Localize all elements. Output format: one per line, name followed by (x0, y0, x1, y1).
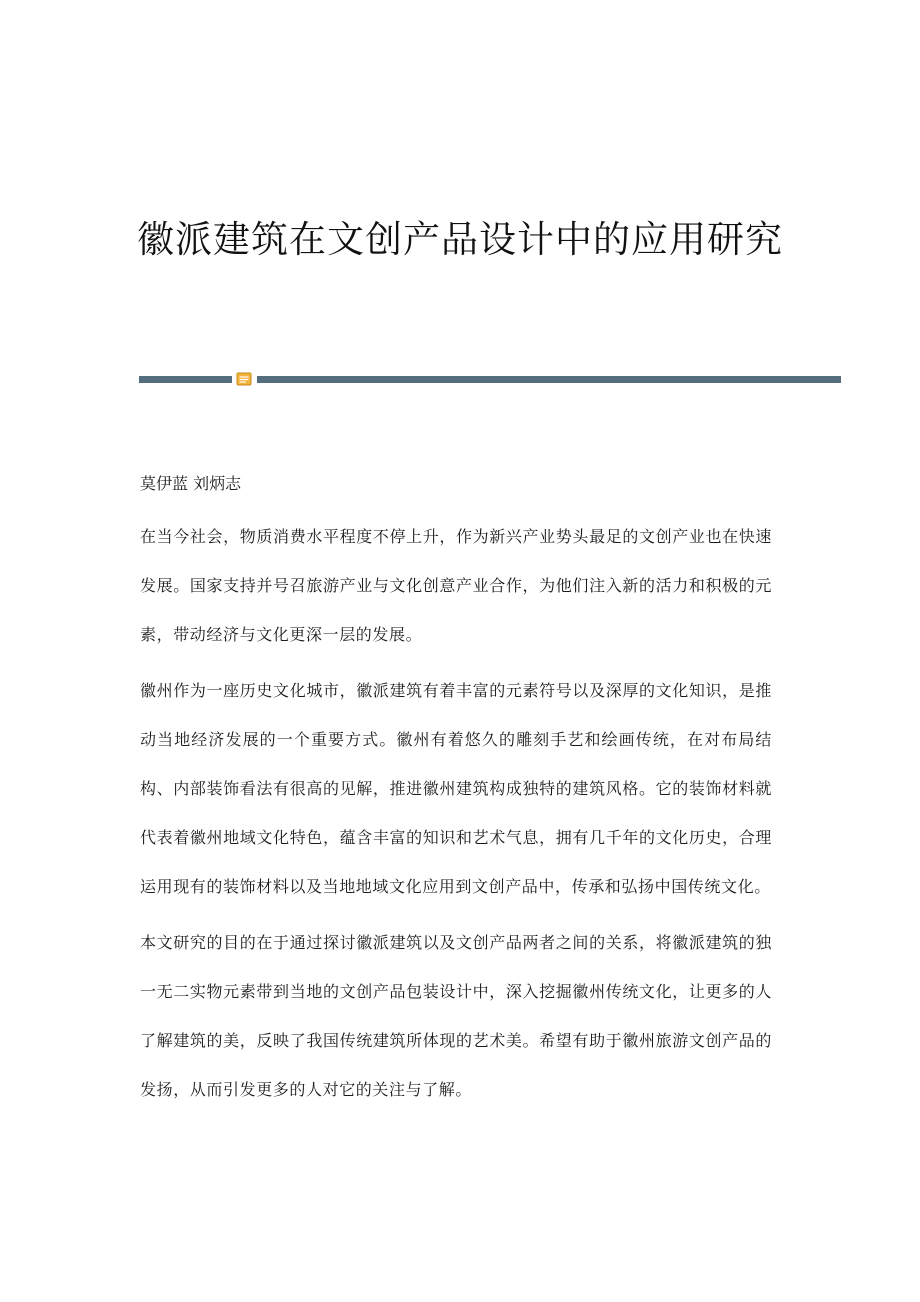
body-paragraph: 徽州作为一座历史文化城市，徽派建筑有着丰富的元素符号以及深厚的文化知识，是推动当地经济发展的一个重要方式。徽州有着悠久的雕刻手艺和绘画传统，在对布局结构、内部装饰看法有很高的见解，推进徽州建筑构成独特的建筑风格。它的装饰材料就代表着徽州地域文化特色，蕴含丰富的知识和艺术气息，拥有几千年的文化历史，合理运用现有的装饰材料以及当地地域文化应用到文创产品中，传承和弘扬中国传统文化。 (140, 681, 772, 896)
title-divider (139, 368, 841, 390)
body-paragraph: 本文研究的目的在于通过探讨徽派建筑以及文创产品两者之间的关系，将徽派建筑的独一无二实物元素带到当地的文创产品包装设计中，深入挖掘徽州传统文化，让更多的人了解建筑的美，反映了我国传统建筑所体现的艺术美。希望有助于徽州旅游文创产品的发扬，从而引发更多的人对它的关注与了解。 (140, 933, 772, 1099)
divider-right-bar (257, 376, 841, 383)
document-ornament-icon (236, 372, 252, 386)
document-title: 徽派建筑在文创产品设计中的应用研究 (137, 218, 783, 261)
author-line: 莫伊蓝 刘炳志 (140, 474, 242, 493)
document-body (140, 466, 772, 1121)
body-paragraph: 在当今社会，物质消费水平程度不停上升，作为新兴产业势头最足的文创产业也在快速发展。国家支持并号召旅游产业与文化创意产业合作，为他们注入新的活力和积极的元素，带动经济与文化更深一层的发展。 (140, 527, 772, 644)
divider-left-bar (139, 376, 232, 383)
